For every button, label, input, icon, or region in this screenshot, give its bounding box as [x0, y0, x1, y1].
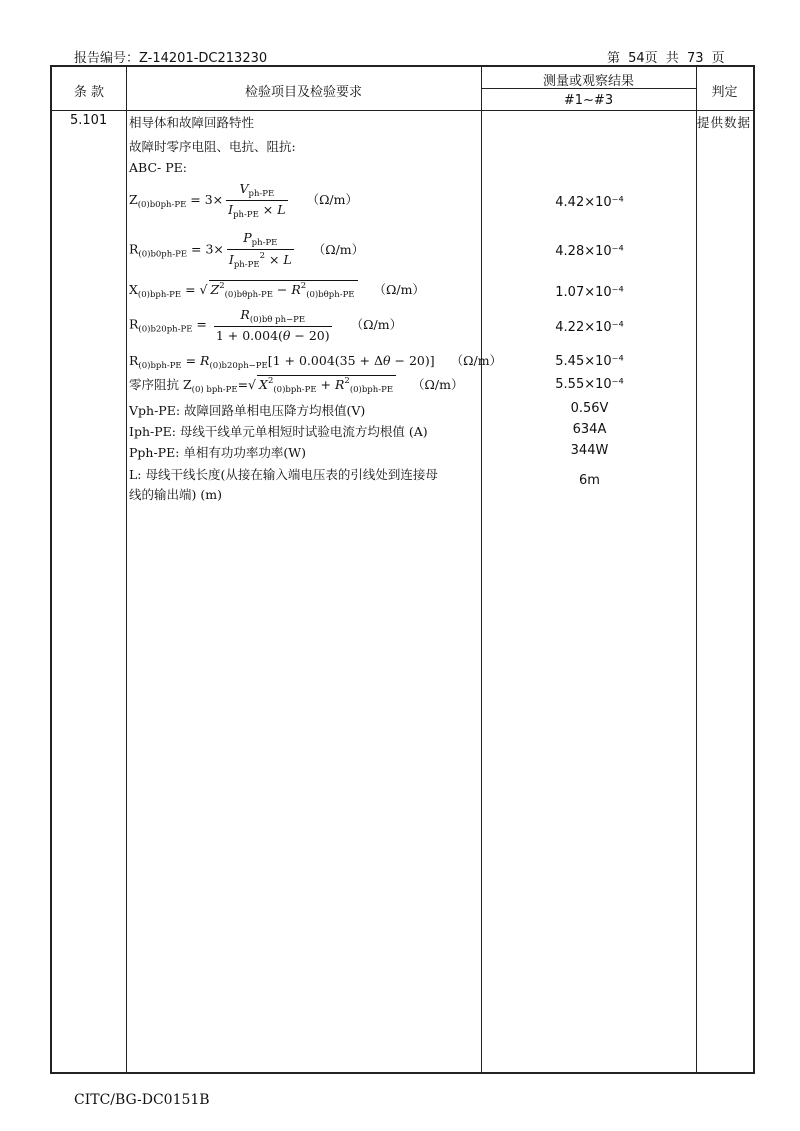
value-rb: 5.45×10⁻⁴: [555, 354, 624, 369]
abc-pe-label: ABC- PE:: [129, 160, 187, 175]
value-r20: 4.22×10⁻⁴: [555, 320, 624, 335]
value-vph: 0.56V: [570, 401, 609, 416]
header-sample: #1~#3: [563, 93, 614, 108]
clause-number: 5.101: [70, 113, 108, 128]
value-iph: 634A: [572, 422, 607, 437]
value-r: 4.28×10⁻⁴: [555, 244, 624, 259]
def-vph: Vph-PE: 故障回路单相电压降方均根值(V): [129, 403, 366, 418]
def-l-line1: L: 母线干线长度(从接在输入端电压表的引线处到连接母: [129, 467, 438, 482]
formula-x: $X_{(0)bph-PE}$ = √ $Z^2_{(0)b\theta ph-PE} - R^2_{(0)b\theta ph-PE}$ （Ω/m）: [129, 281, 425, 300]
value-pph: 344W: [570, 443, 609, 458]
header-divider: [52, 110, 753, 111]
col-divider-result: [696, 67, 697, 1072]
formula-z0: 零序阻抗 $Z_{(0) bph-PE}=√$ $X^2_{(0)bph-PE} + R^2_{(0)bph-PE}$ （Ω/m）: [129, 376, 464, 395]
value-z0: 5.55×10⁻⁴: [555, 377, 624, 392]
col-divider-item: [481, 67, 482, 1072]
item-title: 相导体和故障回路特性: [129, 115, 255, 130]
form-code: CITC/BG-DC0151B: [74, 1092, 210, 1108]
def-l-line2: 线的输出端) (m): [129, 487, 222, 502]
page-info: 第 54页 共 73 页: [607, 51, 725, 66]
value-x: 1.07×10⁻⁴: [555, 285, 624, 300]
formula-r: $R_{(0)b0ph-PE} = 3\times$ $\frac{P_{ph-PE}}{I_{ph-PE}^2 \times L}$ （Ω/m）: [129, 230, 365, 270]
formula-rb: $R_{(0)bph-PE} = R_{(0)b20ph-PE}[1 + 0.004(35 + \Delta\theta - 20)]$ （Ω/m）: [129, 353, 503, 371]
report-number: 报告编号：Z-14201-DC213230: [74, 51, 268, 66]
item-subtitle: 故障时零序电阻、电抗、阻抗:: [129, 139, 296, 154]
def-iph: Iph-PE: 母线干线单元单相短时试验电流方均根值 (A): [129, 424, 428, 439]
def-pph: Pph-PE: 单相有功功率功率(W): [129, 445, 307, 460]
formula-z: $Z_{(0)b0ph-PE} = 3\times$ $\frac{V_{ph-PE}}{I_{ph-PE} \times L}$ （Ω/m）: [129, 181, 358, 220]
header-result: 测量或观察结果: [542, 74, 634, 89]
header-verdict: 判定: [711, 85, 738, 100]
verdict-text: 提供数据: [697, 115, 752, 130]
col-divider-clause: [126, 67, 127, 1072]
value-z: 4.42×10⁻⁴: [555, 195, 624, 210]
formula-r20: $R_{(0)b20ph-PE}$ = $\frac{R_{(0)b\theta ph-PE}}{1 + 0.004(\theta - 20)}$ （Ω/m）: [129, 307, 403, 343]
value-l: 6m: [579, 473, 600, 488]
header-clause: 条 款: [73, 85, 105, 100]
inspection-table: [50, 65, 755, 1074]
header-item: 检验项目及检验要求: [244, 85, 362, 100]
